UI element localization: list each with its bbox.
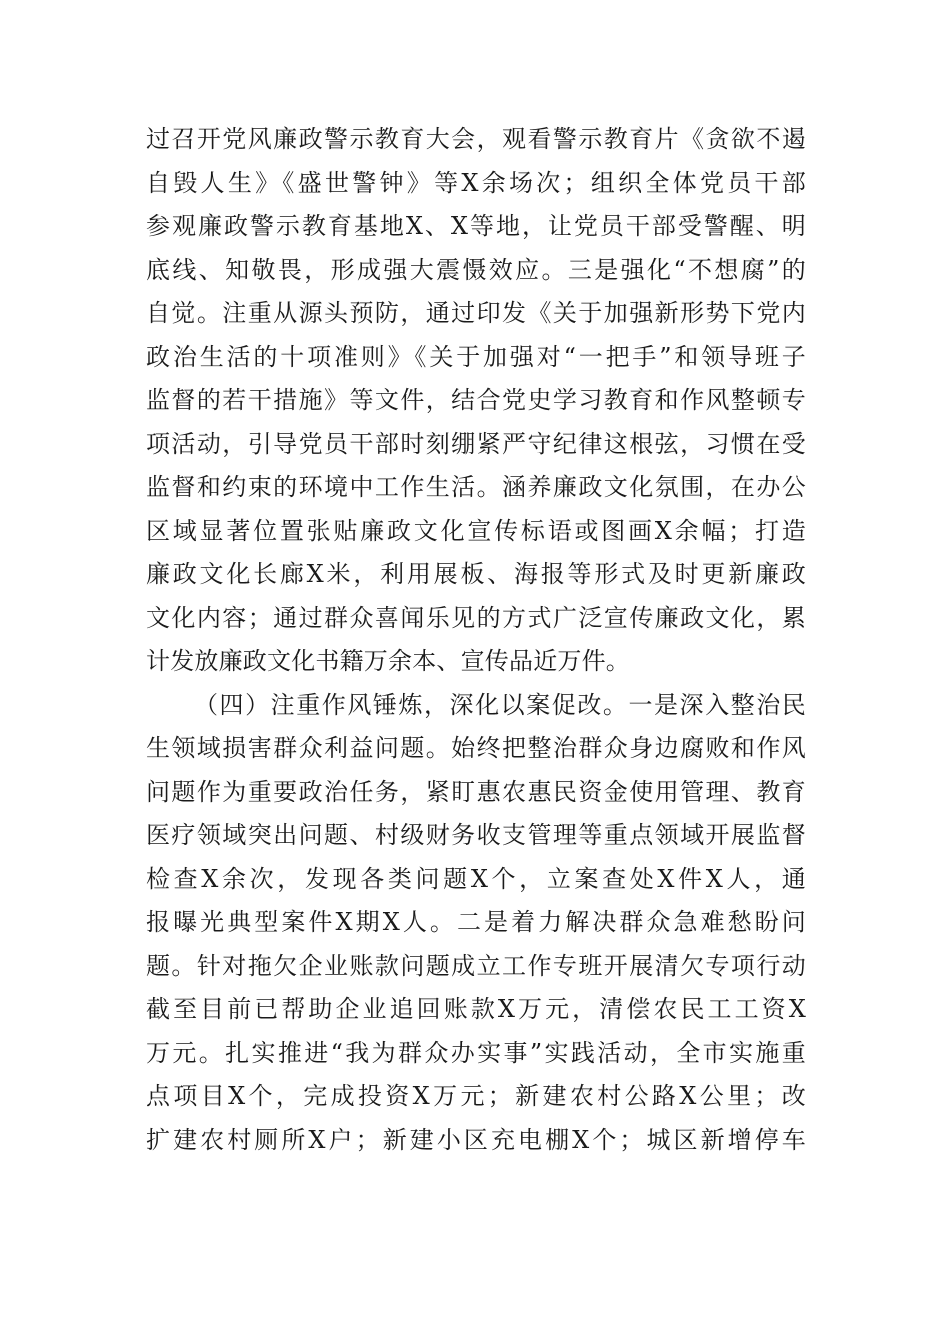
text-line: 过召开党风廉政警示教育大会，观看警示教育片《贪欲不遏 bbox=[146, 125, 806, 153]
text-line: 参观廉政警示教育基地X、X等地，让党员干部受警醒、明 bbox=[146, 212, 806, 240]
text-line: 区域显著位置张贴廉政文化宣传标语或图画X余幅；打造 bbox=[146, 516, 806, 545]
text-line: 万元。扎实推进“我为群众办实事”实践活动，全市实施重 bbox=[146, 1038, 806, 1067]
text-line: 文化内容；通过群众喜闻乐见的方式广泛宣传廉政文化，累 bbox=[146, 603, 806, 632]
body-text bbox=[146, 118, 806, 1162]
text-line: 项活动，引导党员干部时刻绷紧严守纪律这根弦，习惯在受 bbox=[146, 429, 806, 458]
text-line: 政治生活的十项准则》《关于加强对“一把手”和领导班子 bbox=[146, 342, 806, 371]
text-line: 检查X余次，发现各类问题X个，立案查处X件X人，通 bbox=[146, 864, 806, 893]
text-line: 底线、知敬畏，形成强大震慑效应。三是强化“不想腐”的 bbox=[146, 255, 806, 284]
text-line: 截至目前已帮助企业追回账款X万元，清偿农民工工资X bbox=[146, 995, 806, 1023]
text-line: 问题作为重要政治任务，紧盯惠农惠民资金使用管理、教育 bbox=[146, 777, 806, 806]
paragraph-2 bbox=[146, 684, 806, 1163]
text-line: 生领域损害群众利益问题。始终把整治群众身边腐败和作风 bbox=[146, 734, 806, 762]
text-line: （四）注重作风锤炼，深化以案促改。一是深入整治民 bbox=[194, 690, 806, 719]
text-line: 扩建农村厕所X户；新建小区充电棚X个；城区新增停车 bbox=[146, 1125, 806, 1154]
text-line: 点项目X个，完成投资X万元；新建农村公路X公里；改 bbox=[146, 1082, 806, 1110]
text-line: 自觉。注重从源头预防，通过印发《关于加强新形势下党内 bbox=[146, 299, 806, 327]
text-line: 监督的若干措施》等文件，结合党史学习教育和作风整顿专 bbox=[146, 386, 806, 414]
text-line: 题。针对拖欠企业账款问题成立工作专班开展清欠专项行动 bbox=[146, 951, 806, 980]
text-line: 报曝光典型案件X期X人。二是着力解决群众急难愁盼问 bbox=[146, 908, 806, 936]
text-line: 计发放廉政文化书籍万余本、宣传品近万件。 bbox=[146, 647, 630, 675]
text-line: 自毁人生》《盛世警钟》等X余场次；组织全体党员干部 bbox=[146, 168, 806, 197]
text-line: 医疗领域突出问题、村级财务收支管理等重点领域开展监督 bbox=[146, 821, 806, 849]
text-line: 监督和约束的环境中工作生活。涵养廉政文化氛围，在办公 bbox=[146, 473, 806, 501]
text-line: 廉政文化长廊X米，利用展板、海报等形式及时更新廉政 bbox=[146, 560, 806, 588]
paragraph-1 bbox=[146, 118, 806, 684]
